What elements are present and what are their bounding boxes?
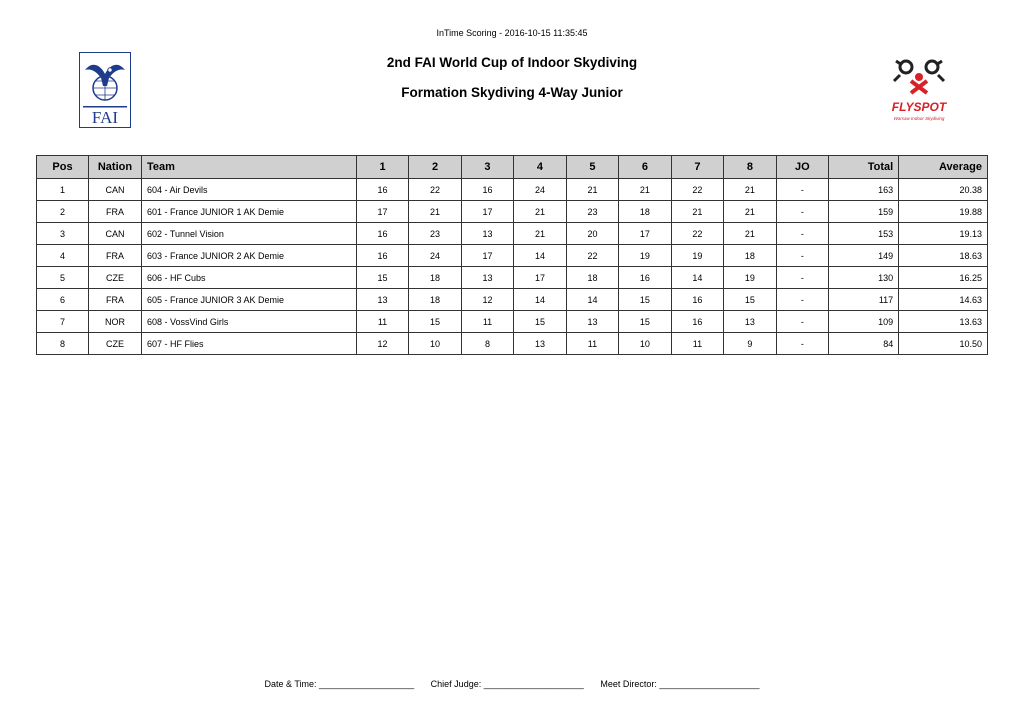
cell-round-5: 22	[566, 245, 618, 267]
cell-round-3: 13	[462, 267, 514, 289]
table-row	[37, 333, 988, 355]
cell-nation: CAN	[88, 179, 141, 201]
meet-director-field: Meet Director: ____________________	[600, 679, 760, 689]
cell-nation: FRA	[88, 201, 141, 223]
cell-team: 604 - Air Devils	[141, 179, 356, 201]
cell-round-2: 23	[409, 223, 462, 245]
cell-round-5: 23	[566, 201, 618, 223]
cell-round-1: 16	[357, 179, 409, 201]
cell-round-4: 13	[513, 333, 566, 355]
cell-round-4: 24	[513, 179, 566, 201]
cell-round-1: 12	[357, 333, 409, 355]
cell-pos: 1	[37, 179, 89, 201]
cell-round-8: 21	[723, 179, 776, 201]
cell-jo: -	[776, 179, 828, 201]
cell-average: 13.63	[899, 311, 988, 333]
col-header-round-6: 6	[618, 156, 671, 179]
cell-round-3: 13	[462, 223, 514, 245]
cell-round-3: 17	[462, 245, 514, 267]
skydiver-figures-icon	[894, 61, 944, 93]
cell-pos: 3	[37, 223, 89, 245]
cell-round-1: 13	[357, 289, 409, 311]
cell-nation: CZE	[88, 267, 141, 289]
cell-total: 159	[828, 201, 898, 223]
cell-average: 19.13	[899, 223, 988, 245]
cell-team: 603 - France JUNIOR 2 AK Demie	[141, 245, 356, 267]
cell-jo: -	[776, 245, 828, 267]
cell-round-1: 16	[357, 223, 409, 245]
cell-jo: -	[776, 223, 828, 245]
cell-jo: -	[776, 333, 828, 355]
cell-round-1: 17	[357, 201, 409, 223]
cell-total: 84	[828, 333, 898, 355]
cell-round-5: 18	[566, 267, 618, 289]
table-header-row	[37, 156, 988, 179]
chief-judge-field: Chief Judge: ____________________	[430, 679, 584, 689]
cell-round-7: 11	[671, 333, 723, 355]
cell-round-4: 21	[513, 223, 566, 245]
cell-total: 153	[828, 223, 898, 245]
cell-round-7: 16	[671, 289, 723, 311]
cell-team: 602 - Tunnel Vision	[141, 223, 356, 245]
cell-average: 20.38	[899, 179, 988, 201]
cell-round-8: 18	[723, 245, 776, 267]
cell-round-1: 16	[357, 245, 409, 267]
page-subtitle: Formation Skydiving 4-Way Junior	[401, 85, 623, 100]
cell-round-8: 9	[723, 333, 776, 355]
cell-round-5: 11	[566, 333, 618, 355]
cell-pos: 6	[37, 289, 89, 311]
col-header-round-5: 5	[566, 156, 618, 179]
cell-nation: FRA	[88, 289, 141, 311]
table-row	[37, 267, 988, 289]
flyspot-logo-tagline: Warsaw Indoor Skydiving	[893, 116, 945, 121]
cell-pos: 8	[37, 333, 89, 355]
cell-pos: 7	[37, 311, 89, 333]
cell-round-2: 22	[409, 179, 462, 201]
col-header-jo: JO	[776, 156, 828, 179]
flyspot-logo	[878, 55, 960, 123]
cell-team: 606 - HF Cubs	[141, 267, 356, 289]
table-row	[37, 179, 988, 201]
cell-round-7: 22	[671, 223, 723, 245]
cell-round-3: 17	[462, 201, 514, 223]
cell-round-6: 19	[618, 245, 671, 267]
cell-total: 117	[828, 289, 898, 311]
cell-round-8: 13	[723, 311, 776, 333]
cell-round-6: 10	[618, 333, 671, 355]
table-row	[37, 201, 988, 223]
cell-round-4: 17	[513, 267, 566, 289]
col-header-round-1: 1	[357, 156, 409, 179]
date-time-field: Date & Time: ___________________	[264, 679, 415, 689]
cell-round-8: 21	[723, 223, 776, 245]
table-row	[37, 289, 988, 311]
cell-round-8: 15	[723, 289, 776, 311]
cell-team: 607 - HF Flies	[141, 333, 356, 355]
table-row	[37, 223, 988, 245]
cell-team: 605 - France JUNIOR 3 AK Demie	[141, 289, 356, 311]
cell-pos: 2	[37, 201, 89, 223]
col-header-team: Team	[141, 156, 356, 179]
col-header-total: Total	[828, 156, 898, 179]
cell-round-7: 14	[671, 267, 723, 289]
cell-round-5: 13	[566, 311, 618, 333]
cell-round-3: 12	[462, 289, 514, 311]
cell-round-3: 16	[462, 179, 514, 201]
cell-round-7: 21	[671, 201, 723, 223]
cell-team: 608 - VossVind Girls	[141, 311, 356, 333]
cell-round-6: 17	[618, 223, 671, 245]
cell-total: 163	[828, 179, 898, 201]
cell-pos: 4	[37, 245, 89, 267]
cell-round-2: 24	[409, 245, 462, 267]
cell-nation: NOR	[88, 311, 141, 333]
cell-jo: -	[776, 311, 828, 333]
table-row	[37, 245, 988, 267]
cell-round-1: 11	[357, 311, 409, 333]
cell-nation: CZE	[88, 333, 141, 355]
scoring-timestamp: InTime Scoring - 2016-10-15 11:35:45	[436, 28, 588, 38]
cell-round-8: 19	[723, 267, 776, 289]
cell-round-6: 18	[618, 201, 671, 223]
cell-average: 16.25	[899, 267, 988, 289]
cell-round-4: 21	[513, 201, 566, 223]
cell-round-2: 10	[409, 333, 462, 355]
col-header-round-4: 4	[513, 156, 566, 179]
cell-average: 14.63	[899, 289, 988, 311]
signature-footer	[0, 679, 1024, 689]
cell-round-7: 19	[671, 245, 723, 267]
cell-round-5: 21	[566, 179, 618, 201]
cell-round-2: 18	[409, 267, 462, 289]
cell-round-5: 20	[566, 223, 618, 245]
cell-jo: -	[776, 267, 828, 289]
cell-round-2: 21	[409, 201, 462, 223]
fai-logo-text: FAI	[91, 108, 119, 127]
results-table	[36, 155, 988, 355]
cell-round-3: 8	[462, 333, 514, 355]
col-header-round-8: 8	[723, 156, 776, 179]
cell-round-2: 18	[409, 289, 462, 311]
cell-total: 130	[828, 267, 898, 289]
col-header-average: Average	[899, 156, 988, 179]
col-header-round-2: 2	[409, 156, 462, 179]
cell-round-3: 11	[462, 311, 514, 333]
cell-nation: CAN	[88, 223, 141, 245]
cell-nation: FRA	[88, 245, 141, 267]
table-row	[37, 311, 988, 333]
cell-round-6: 16	[618, 267, 671, 289]
cell-total: 149	[828, 245, 898, 267]
cell-round-1: 15	[357, 267, 409, 289]
cell-round-6: 15	[618, 311, 671, 333]
cell-pos: 5	[37, 267, 89, 289]
cell-round-4: 14	[513, 245, 566, 267]
col-header-nation: Nation	[88, 156, 141, 179]
page-title: 2nd FAI World Cup of Indoor Skydiving	[386, 55, 638, 70]
col-header-pos: Pos	[37, 156, 89, 179]
cell-round-2: 15	[409, 311, 462, 333]
fai-logo	[79, 52, 131, 128]
cell-average: 19.88	[899, 201, 988, 223]
flyspot-logo-text: FLYSPOT	[891, 100, 947, 114]
col-header-round-7: 7	[671, 156, 723, 179]
cell-team: 601 - France JUNIOR 1 AK Demie	[141, 201, 356, 223]
cell-average: 18.63	[899, 245, 988, 267]
cell-jo: -	[776, 289, 828, 311]
cell-round-5: 14	[566, 289, 618, 311]
cell-round-8: 21	[723, 201, 776, 223]
cell-round-4: 15	[513, 311, 566, 333]
col-header-round-3: 3	[462, 156, 514, 179]
cell-total: 109	[828, 311, 898, 333]
cell-round-4: 14	[513, 289, 566, 311]
cell-round-6: 21	[618, 179, 671, 201]
cell-average: 10.50	[899, 333, 988, 355]
cell-round-7: 16	[671, 311, 723, 333]
cell-round-7: 22	[671, 179, 723, 201]
cell-jo: -	[776, 201, 828, 223]
cell-round-6: 15	[618, 289, 671, 311]
